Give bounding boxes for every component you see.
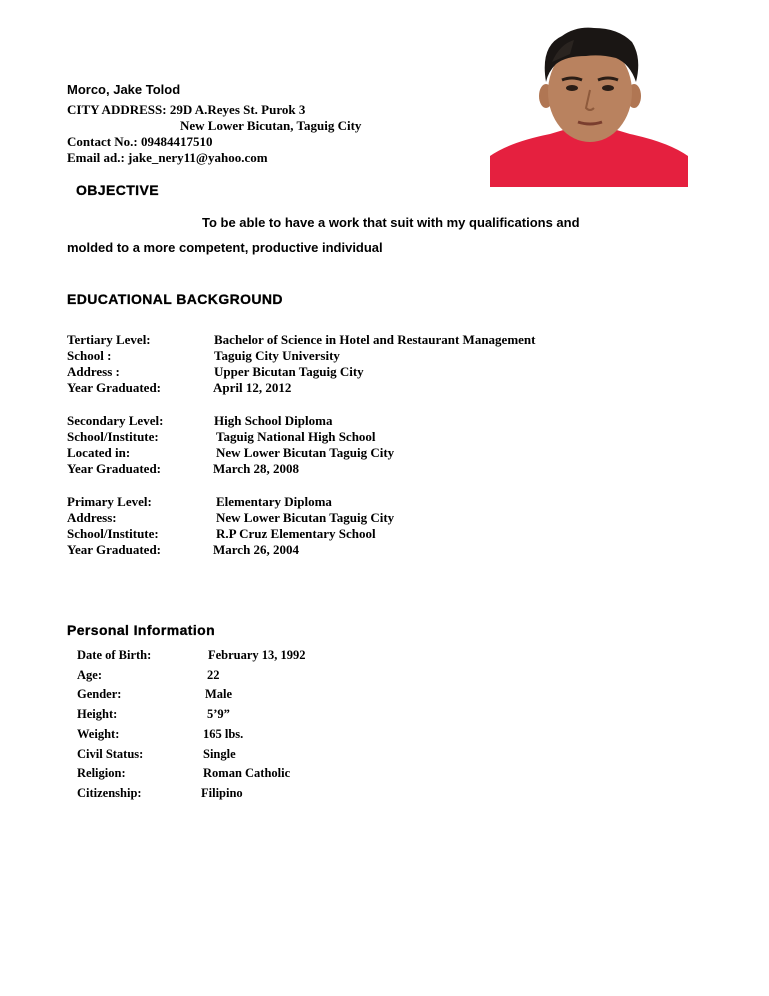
education-label: Address: [67,510,117,525]
education-label: Located in: [67,445,131,460]
contact-label: Contact No.: [67,134,138,149]
education-value: Upper Bicutan Taguig City [214,364,364,379]
education-value: R.P Cruz Elementary School [216,526,376,541]
education-value: Bachelor of Science in Hotel and Restaurant Management [214,332,536,347]
education-heading: EDUCATIONAL BACKGROUND [67,291,283,307]
objective-heading: OBJECTIVE [76,182,159,198]
education-label: Primary Level: [67,494,152,509]
city-address-value: 29D A.Reyes St. Purok 3 [169,102,306,117]
contact-line [67,134,213,150]
personal-label: Age: [77,667,102,682]
objective-line2: molded to a more competent, productive individual [67,240,383,255]
education-value: March 28, 2008 [213,461,300,476]
personal-value: 22 [207,667,220,682]
education-label: School/Institute: [67,429,159,444]
objective-line1: To be able to have a work that suit with my qualifications and [202,215,580,230]
contact-value: 09484417510 [141,134,213,149]
personal-label: Weight: [77,726,120,741]
education-value: March 26, 2004 [213,542,300,557]
education-value: Taguig National High School [216,429,376,444]
education-value: New Lower Bicutan Taguig City [216,445,395,460]
personal-heading: Personal Information [67,622,216,638]
education-value: New Lower Bicutan Taguig City [216,510,395,525]
personal-value: 165 lbs. [203,726,244,741]
applicant-name: Morco, Jake Tolod [67,82,181,97]
personal-label: Gender: [77,687,122,702]
personal-value: Roman Catholic [203,766,291,781]
education-label: Year Graduated: [67,461,162,476]
education-label: Year Graduated: [67,380,162,395]
education-value: High School Diploma [214,413,333,428]
profile-photo [490,24,688,187]
personal-label: Religion: [77,766,126,781]
personal-value: Filipino [201,785,243,800]
education-label: Address : [67,364,120,379]
personal-label: Height: [77,707,118,722]
personal-label: Citizenship: [77,785,142,800]
personal-value: Single [203,746,236,761]
education-value: Taguig City University [214,348,340,363]
city-address-line [67,102,305,118]
personal-value: 5’9” [207,707,230,722]
personal-value: Male [205,687,233,702]
education-label: School/Institute: [67,526,159,541]
education-label: Secondary Level: [67,413,164,428]
personal-value: February 13, 1992 [208,648,306,662]
email-label: Email ad.: [67,150,125,165]
city-address-label: CITY ADDRESS: [67,102,167,117]
education-label: Year Graduated: [67,542,162,557]
education-label: Tertiary Level: [67,332,151,347]
email-value: jake_nery11@yahoo.com [128,150,268,165]
education-value: Elementary Diploma [216,494,332,509]
city-address-line2: New Lower Bicutan, Taguig City [180,118,362,133]
personal-label: Date of Birth: [77,648,152,662]
personal-label: Civil Status: [77,746,144,761]
email-line [67,150,268,166]
portrait-image [490,24,688,187]
education-label: School : [67,348,112,363]
education-value: April 12, 2012 [213,380,292,395]
